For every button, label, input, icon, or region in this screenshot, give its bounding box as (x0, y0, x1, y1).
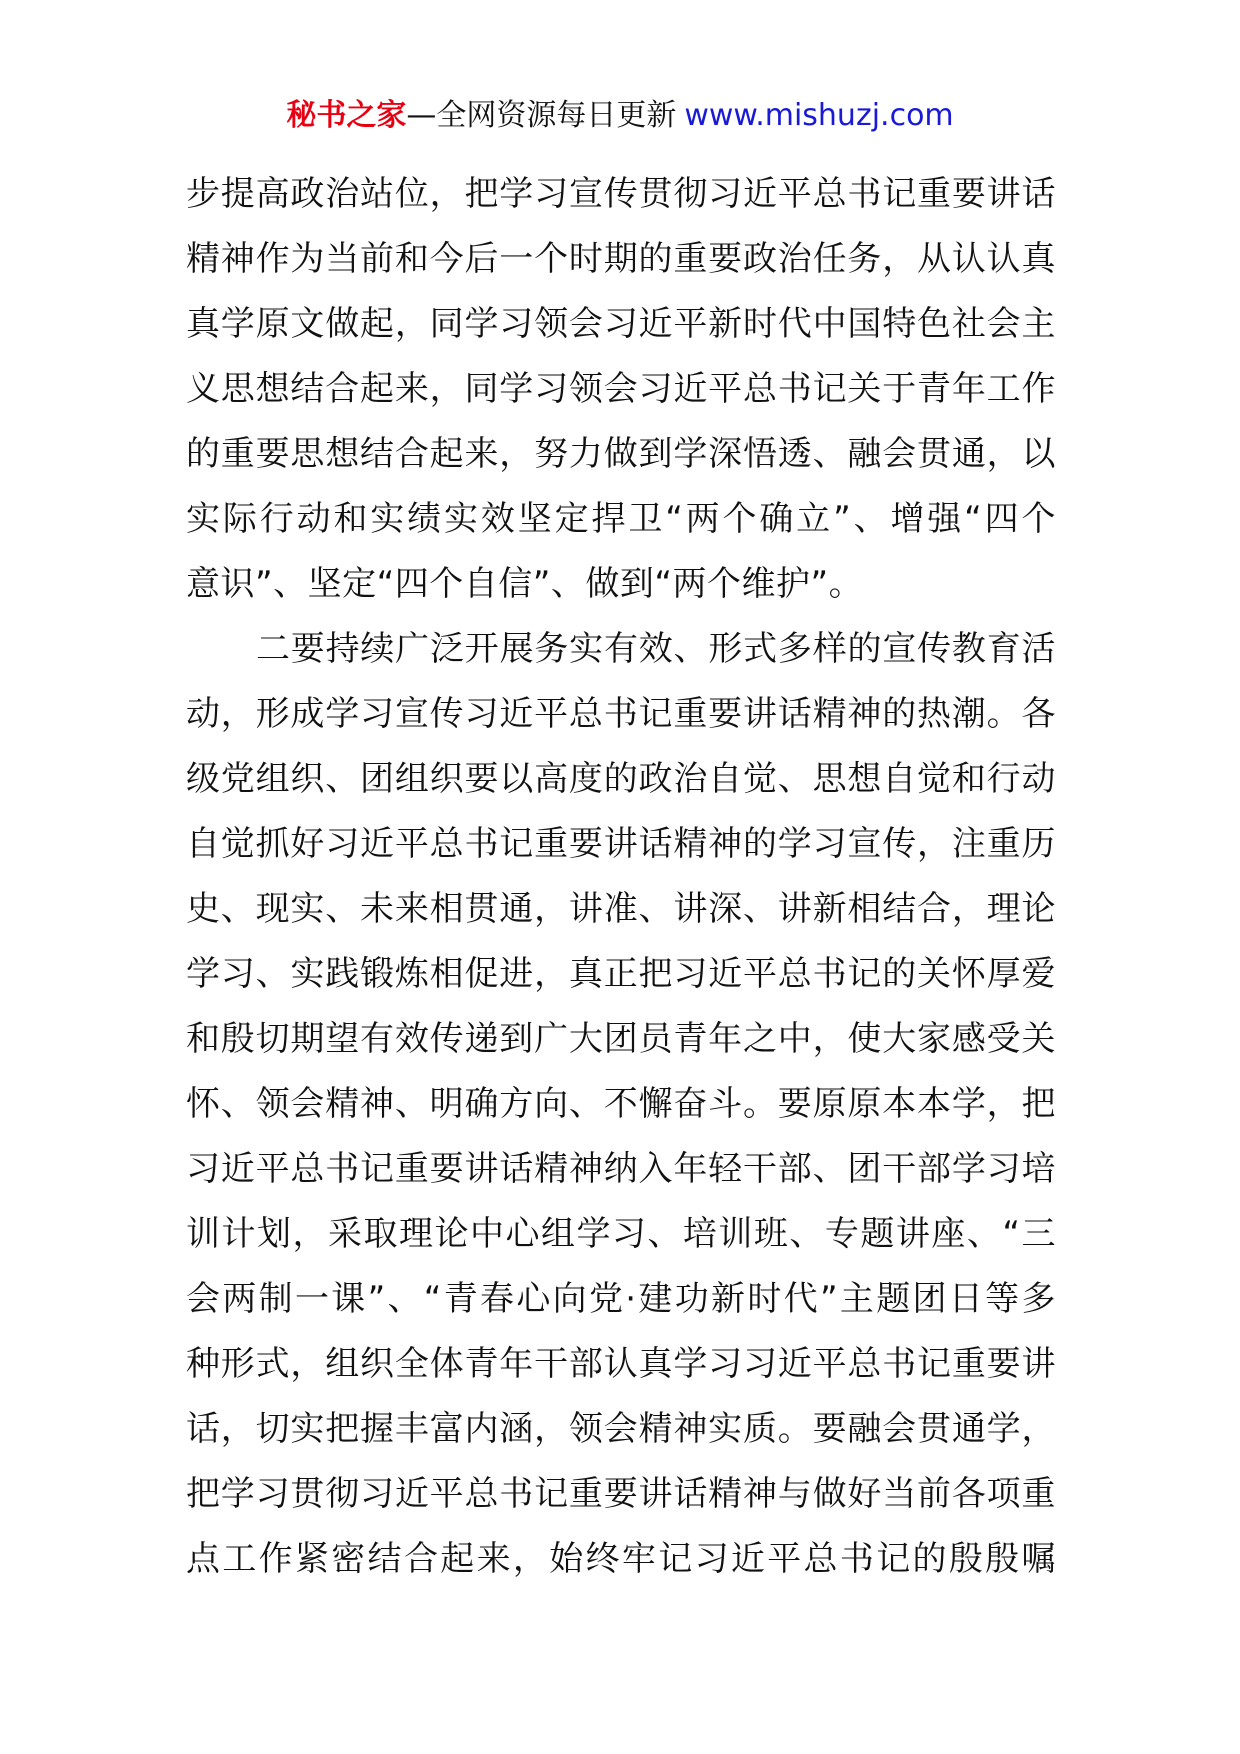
paragraph-heading-line: 二要持续广泛开展务实有效、形式多样的宣传教育活 (256, 629, 1056, 669)
text-line: 种形式，组织全体青年干部认真学习习近平总书记重要讲 (186, 1344, 1056, 1384)
text-line: 自觉抓好习近平总书记重要讲话精神的学习宣传，注重历 (186, 824, 1056, 864)
text-line: 习近平总书记重要讲话精神纳入年轻干部、团干部学习培 (186, 1149, 1056, 1189)
text-line: 和殷切期望有效传递到广大团员青年之中，使大家感受关 (186, 1019, 1056, 1059)
text-line: 的重要思想结合起来，努力做到学深悟透、融会贯通，以 (186, 434, 1056, 474)
text-line: 动，形成学习宣传习近平总书记重要讲话精神的热潮。各 (186, 694, 1056, 734)
text-line: 真学原文做起，同学习领会习近平新时代中国特色社会主 (186, 304, 1056, 344)
text-line: 义思想结合起来，同学习领会习近平总书记关于青年工作 (186, 369, 1056, 409)
text-line: 学习、实践锻炼相促进，真正把习近平总书记的关怀厚爱 (186, 954, 1056, 994)
text-line: 实际行动和实绩实效坚定捍卫“两个确立”、增强“四个 (186, 499, 1056, 539)
text-line: 精神作为当前和今后一个时期的重要政治任务，从认认真 (186, 239, 1056, 279)
brand-name: 秘书之家 (286, 98, 407, 133)
site-header (0, 96, 1240, 136)
document-body (186, 162, 1056, 1592)
text-line: 步提高政治站位，把学习宣传贯彻习近平总书记重要讲话 (186, 174, 1056, 214)
site-url-link[interactable]: www.mishuzj.com (684, 98, 954, 133)
text-line: 点工作紧密结合起来，始终牢记习近平总书记的殷殷嘱 (186, 1539, 1056, 1579)
text-line: 史、现实、未来相贯通，讲准、讲深、讲新相结合，理论 (186, 889, 1056, 929)
text-line: 级党组织、团组织要以高度的政治自觉、思想自觉和行动 (186, 759, 1056, 799)
text-line: 怀、领会精神、明确方向、不懈奋斗。要原原本本学，把 (186, 1084, 1056, 1124)
paragraph-end-line: 意识”、坚定“四个自信”、做到“两个维护”。 (186, 564, 864, 604)
text-line: 把学习贯彻习近平总书记重要讲话精神与做好当前各项重 (186, 1474, 1056, 1514)
text-line: 话，切实把握丰富内涵，领会精神实质。要融会贯通学， (186, 1409, 1056, 1449)
text-line: 训计划，采取理论中心组学习、培训班、专题讲座、“三 (186, 1214, 1056, 1254)
text-line: 会两制一课”、“青春心向党·建功新时代”主题团日等多 (186, 1279, 1056, 1319)
header-tagline: —全网资源每日更新 (406, 98, 677, 133)
